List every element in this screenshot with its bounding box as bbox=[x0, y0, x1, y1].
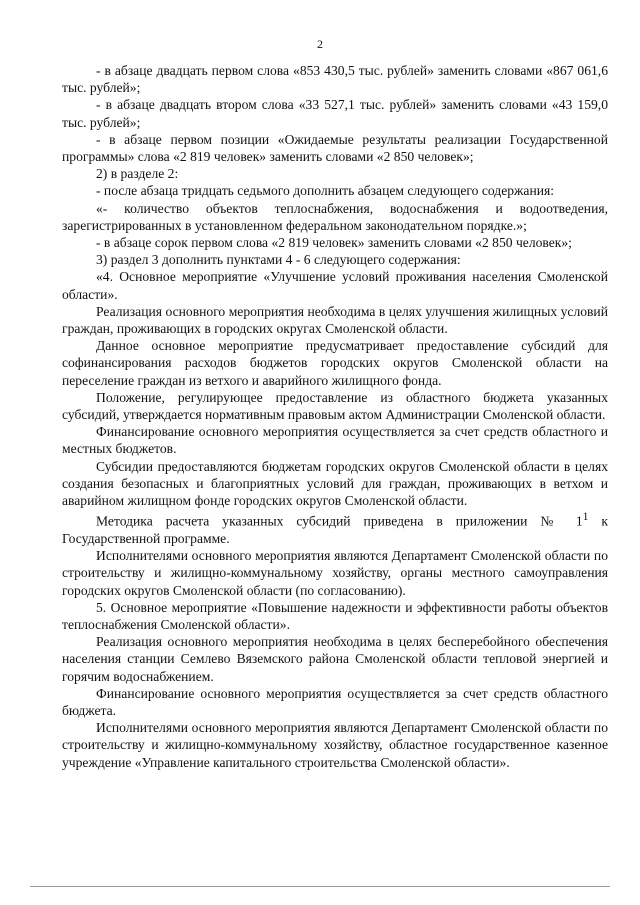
paragraph: Данное основное мероприятие предусматривает предоставление субсидий для софинансирования расходов бюджетов городских округов Смоленской области на переселение граждан из ветхого и аварийного жилищного фонда. bbox=[62, 338, 608, 388]
paragraph: - в абзаце двадцать первом слова «853 430,5 тыс. рублей» заменить словами «867 061,6 тыс. рублей»; bbox=[62, 63, 608, 96]
paragraph: - в абзаце двадцать втором слова «33 527,1 тыс. рублей» заменить словами «43 159,0 тыс. рублей»; bbox=[62, 97, 608, 130]
paragraph: Финансирование основного мероприятия осуществляется за счет средств областного бюджета. bbox=[62, 685, 608, 719]
page-number: 2 bbox=[317, 37, 323, 51]
paragraph: - в абзаце сорок первом слова «2 819 человек» заменить словами «2 850 человек»; bbox=[96, 235, 572, 251]
paragraph: - в абзаце первом позиции «Ожидаемые результаты реализации Государственной программы» слова «2 819 человек» заменить словами «2 850 человек»; bbox=[62, 131, 608, 165]
methodology-paragraph bbox=[62, 509, 608, 547]
paragraph: Реализация основного мероприятия необходима в целях улучшения жилищных условий граждан, проживающих в городских округах Смоленской области. bbox=[62, 303, 608, 337]
paragraph: Финансирование основного мероприятия осуществляется за счет средств областного и местных бюджетов. bbox=[62, 424, 608, 457]
methodology-text-tail: к Государственной программе. bbox=[62, 513, 608, 547]
paragraph: «- количество объектов теплоснабжения, водоснабжения и водоотведения, зарегистрированных в установленном федеральном законодательном порядке.»; bbox=[62, 200, 608, 233]
paragraph: 3) раздел 3 дополнить пунктами 4 - 6 следующего содержания: bbox=[96, 252, 461, 268]
footer-rule bbox=[30, 886, 610, 887]
paragraph: - после абзаца тридцать седьмого дополнить абзацем следующего содержания: bbox=[96, 183, 555, 199]
paragraph: «4. Основное мероприятие «Улучшение условий проживания населения Смоленской области». bbox=[62, 269, 608, 302]
paragraph: 2) в разделе 2: bbox=[96, 166, 179, 182]
paragraph: Положение, регулирующее предоставление из областного бюджета указанных субсидий, утверждается нормативным правовым актом Администрации Смоленской области. bbox=[62, 389, 608, 423]
document-body bbox=[62, 62, 608, 771]
paragraph: 5. Основное мероприятие «Повышение надежности и эффективности работы объектов теплоснабжения Смоленской области». bbox=[62, 599, 608, 633]
footnote-superscript: 1 bbox=[582, 511, 589, 524]
paragraph: Реализация основного мероприятия необходима в целях бесперебойного обеспечения населения станции Семлево Вяземского района Смоленской области тепловой энергией и горячим водоснабжением. bbox=[62, 634, 608, 684]
paragraph: Исполнителями основного мероприятия являются Департамент Смоленской области по строительству и жилищно-коммунальному хозяйству, органы местного самоуправления городских округов Смоленской области (по согласованию). bbox=[62, 548, 608, 598]
paragraph: Исполнителями основного мероприятия являются Департамент Смоленской области по строительству и жилищно-коммунальному хозяйству, областное государственное казенное учреждение «Управление капитального строительства Смоленской области». bbox=[62, 720, 608, 770]
paragraph: Субсидии предоставляются бюджетам городских округов Смоленской области в целях создания безопасных и благоприятных условий для граждан, проживающих в ветхом и аварийном жилищном фонде городских округов Смоленской области. bbox=[62, 458, 608, 509]
methodology-text: Методика расчета указанных субсидий приведена в приложении № 1 bbox=[96, 513, 583, 529]
